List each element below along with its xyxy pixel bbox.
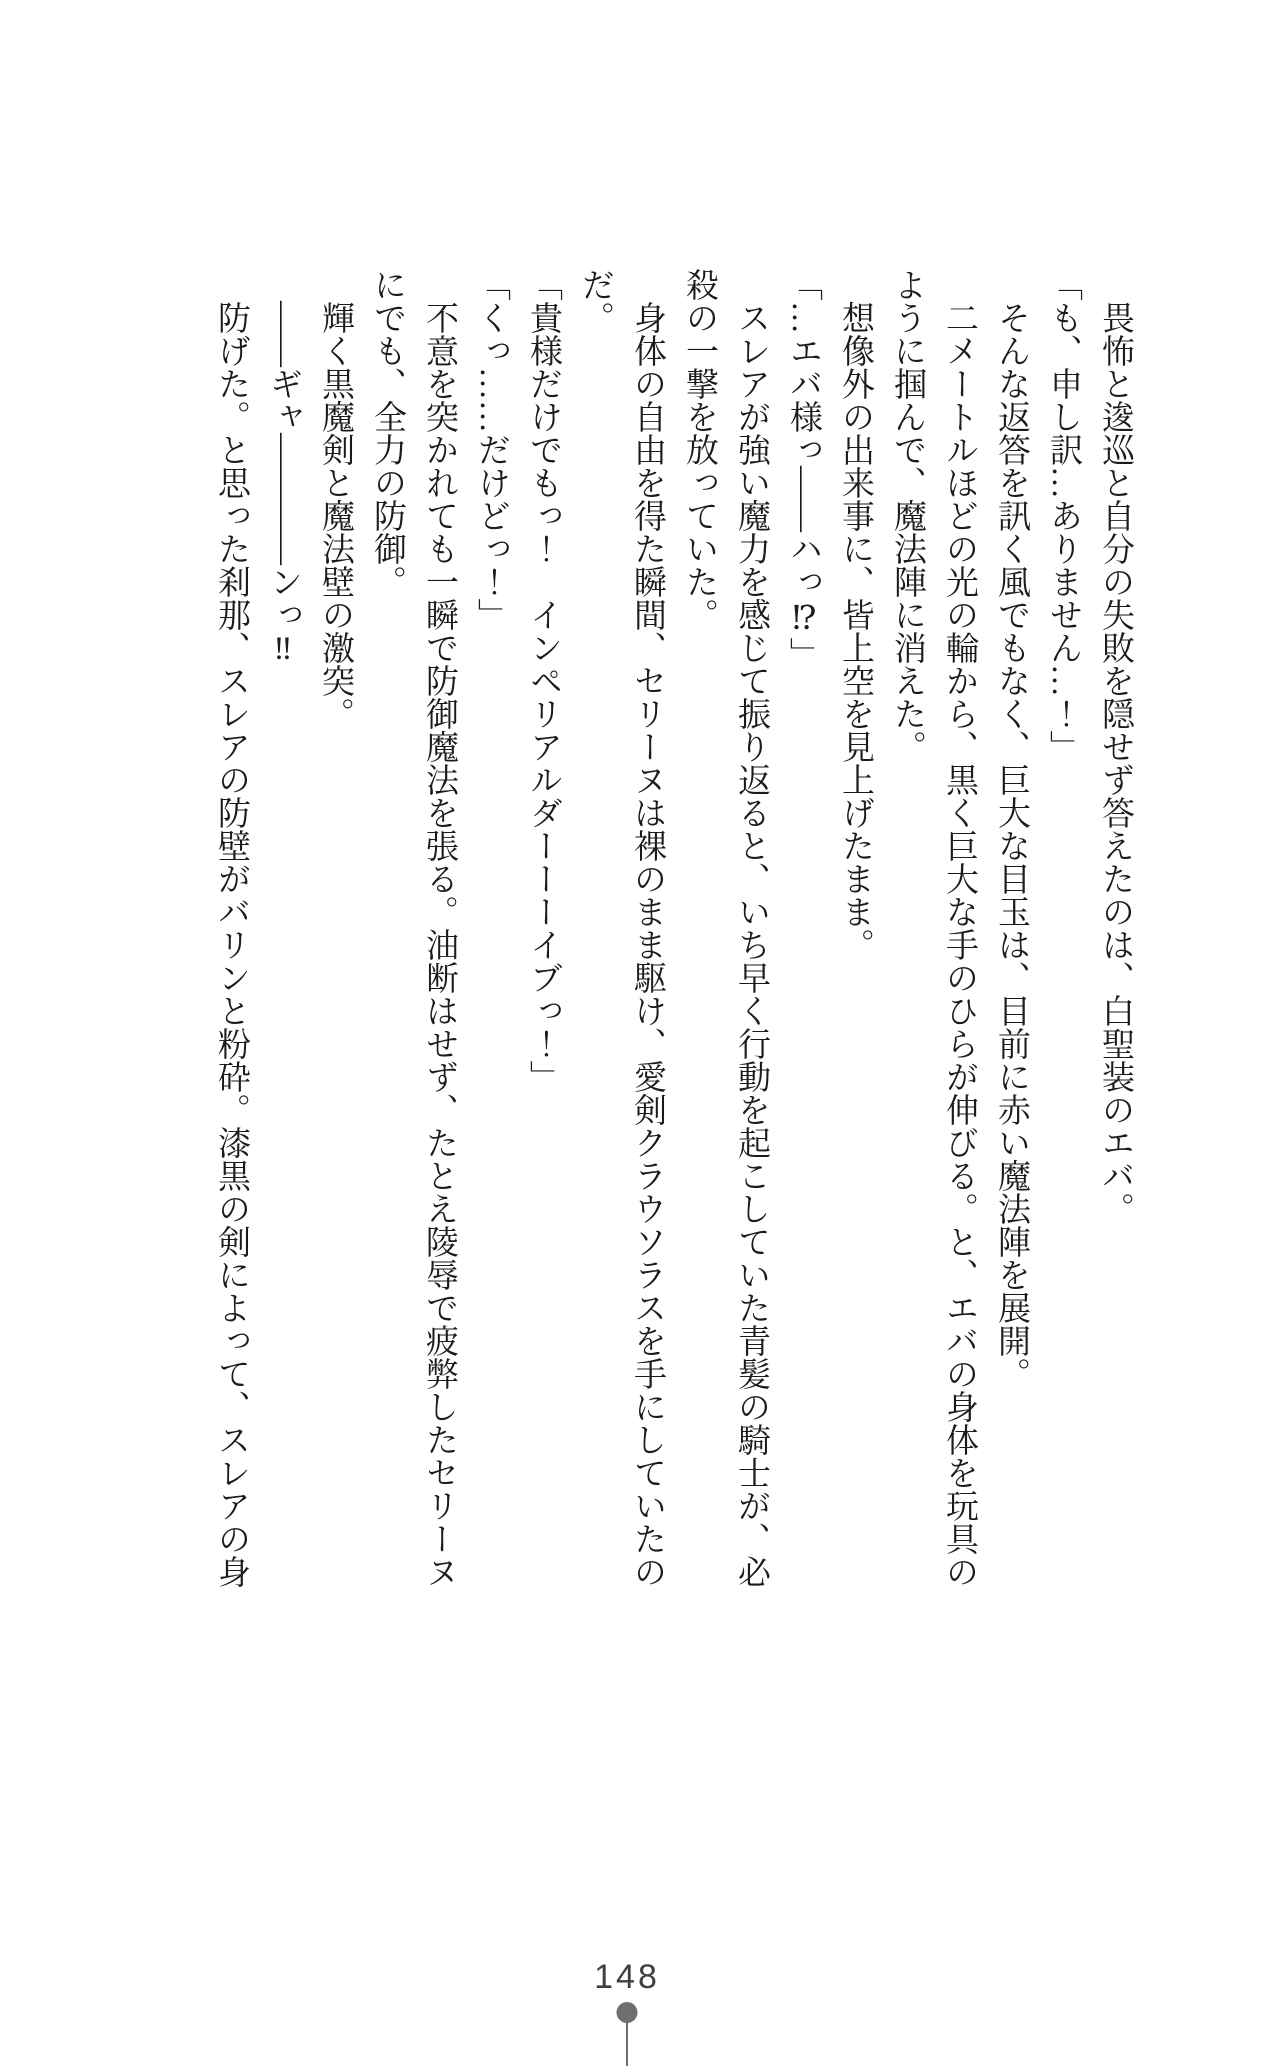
text-line: 想像外の出来事に、皆上空を見上げたまま。 — [837, 268, 873, 961]
page-number: 148 — [594, 1958, 660, 1996]
text-line: 殺の一撃を放っていた。 — [681, 268, 717, 631]
text-line: 身体の自由を得た瞬間、セリーヌは裸のまま駆け、愛剣クラウソラスを手にしていたの — [629, 268, 665, 1588]
text-line: 「貴様だけでもっ！ インペリアルダーーーイブっ！」 — [525, 268, 561, 1093]
text-line: だ。 — [577, 268, 613, 334]
text-line: そんな返答を訊く風でもなく、巨大な目玉は、目前に赤い魔法陣を展開。 — [993, 268, 1029, 1390]
text-line: ——ギャ————ンっ‼ — [265, 268, 301, 667]
text-line: スレアが強い魔力を感じて振り返ると、いち早く行動を起こしていた青髪の騎士が、必 — [733, 268, 769, 1588]
vertical-text-block — [205, 268, 1141, 1598]
dot-pin-icon — [617, 2002, 638, 2023]
text-line: 輝く黒魔剣と魔法壁の激突。 — [317, 268, 353, 730]
page-footer — [0, 1950, 1263, 2066]
text-line: ように掴んで、魔法陣に消えた。 — [889, 268, 925, 763]
text-line: にでも、全力の防御。 — [369, 268, 405, 598]
text-line: 「…エバ様っ——ハっ⁉」 — [785, 268, 821, 670]
text-line: 防げた。と思った刹那、スレアの防壁がバリンと粉砕。漆黒の剣によって、スレアの身 — [213, 268, 249, 1588]
text-line: 畏怖と逡巡と自分の失敗を隠せず答えたのは、白聖装のエバ。 — [1097, 268, 1133, 1225]
text-line: 二メートルほどの光の輪から、黒く巨大な手のひらが伸びる。と、エバの身体を玩具の — [941, 268, 977, 1588]
dot-pin-stem — [626, 2022, 628, 2066]
text-line: 「も、申し訳…ありません…！」 — [1045, 268, 1081, 763]
text-line: 「くっ……だけどっ！」 — [473, 268, 509, 631]
text-line: 不意を突かれても一瞬で防御魔法を張る。油断はせず、たとえ陵辱で疲弊したセリーヌ — [421, 268, 457, 1588]
